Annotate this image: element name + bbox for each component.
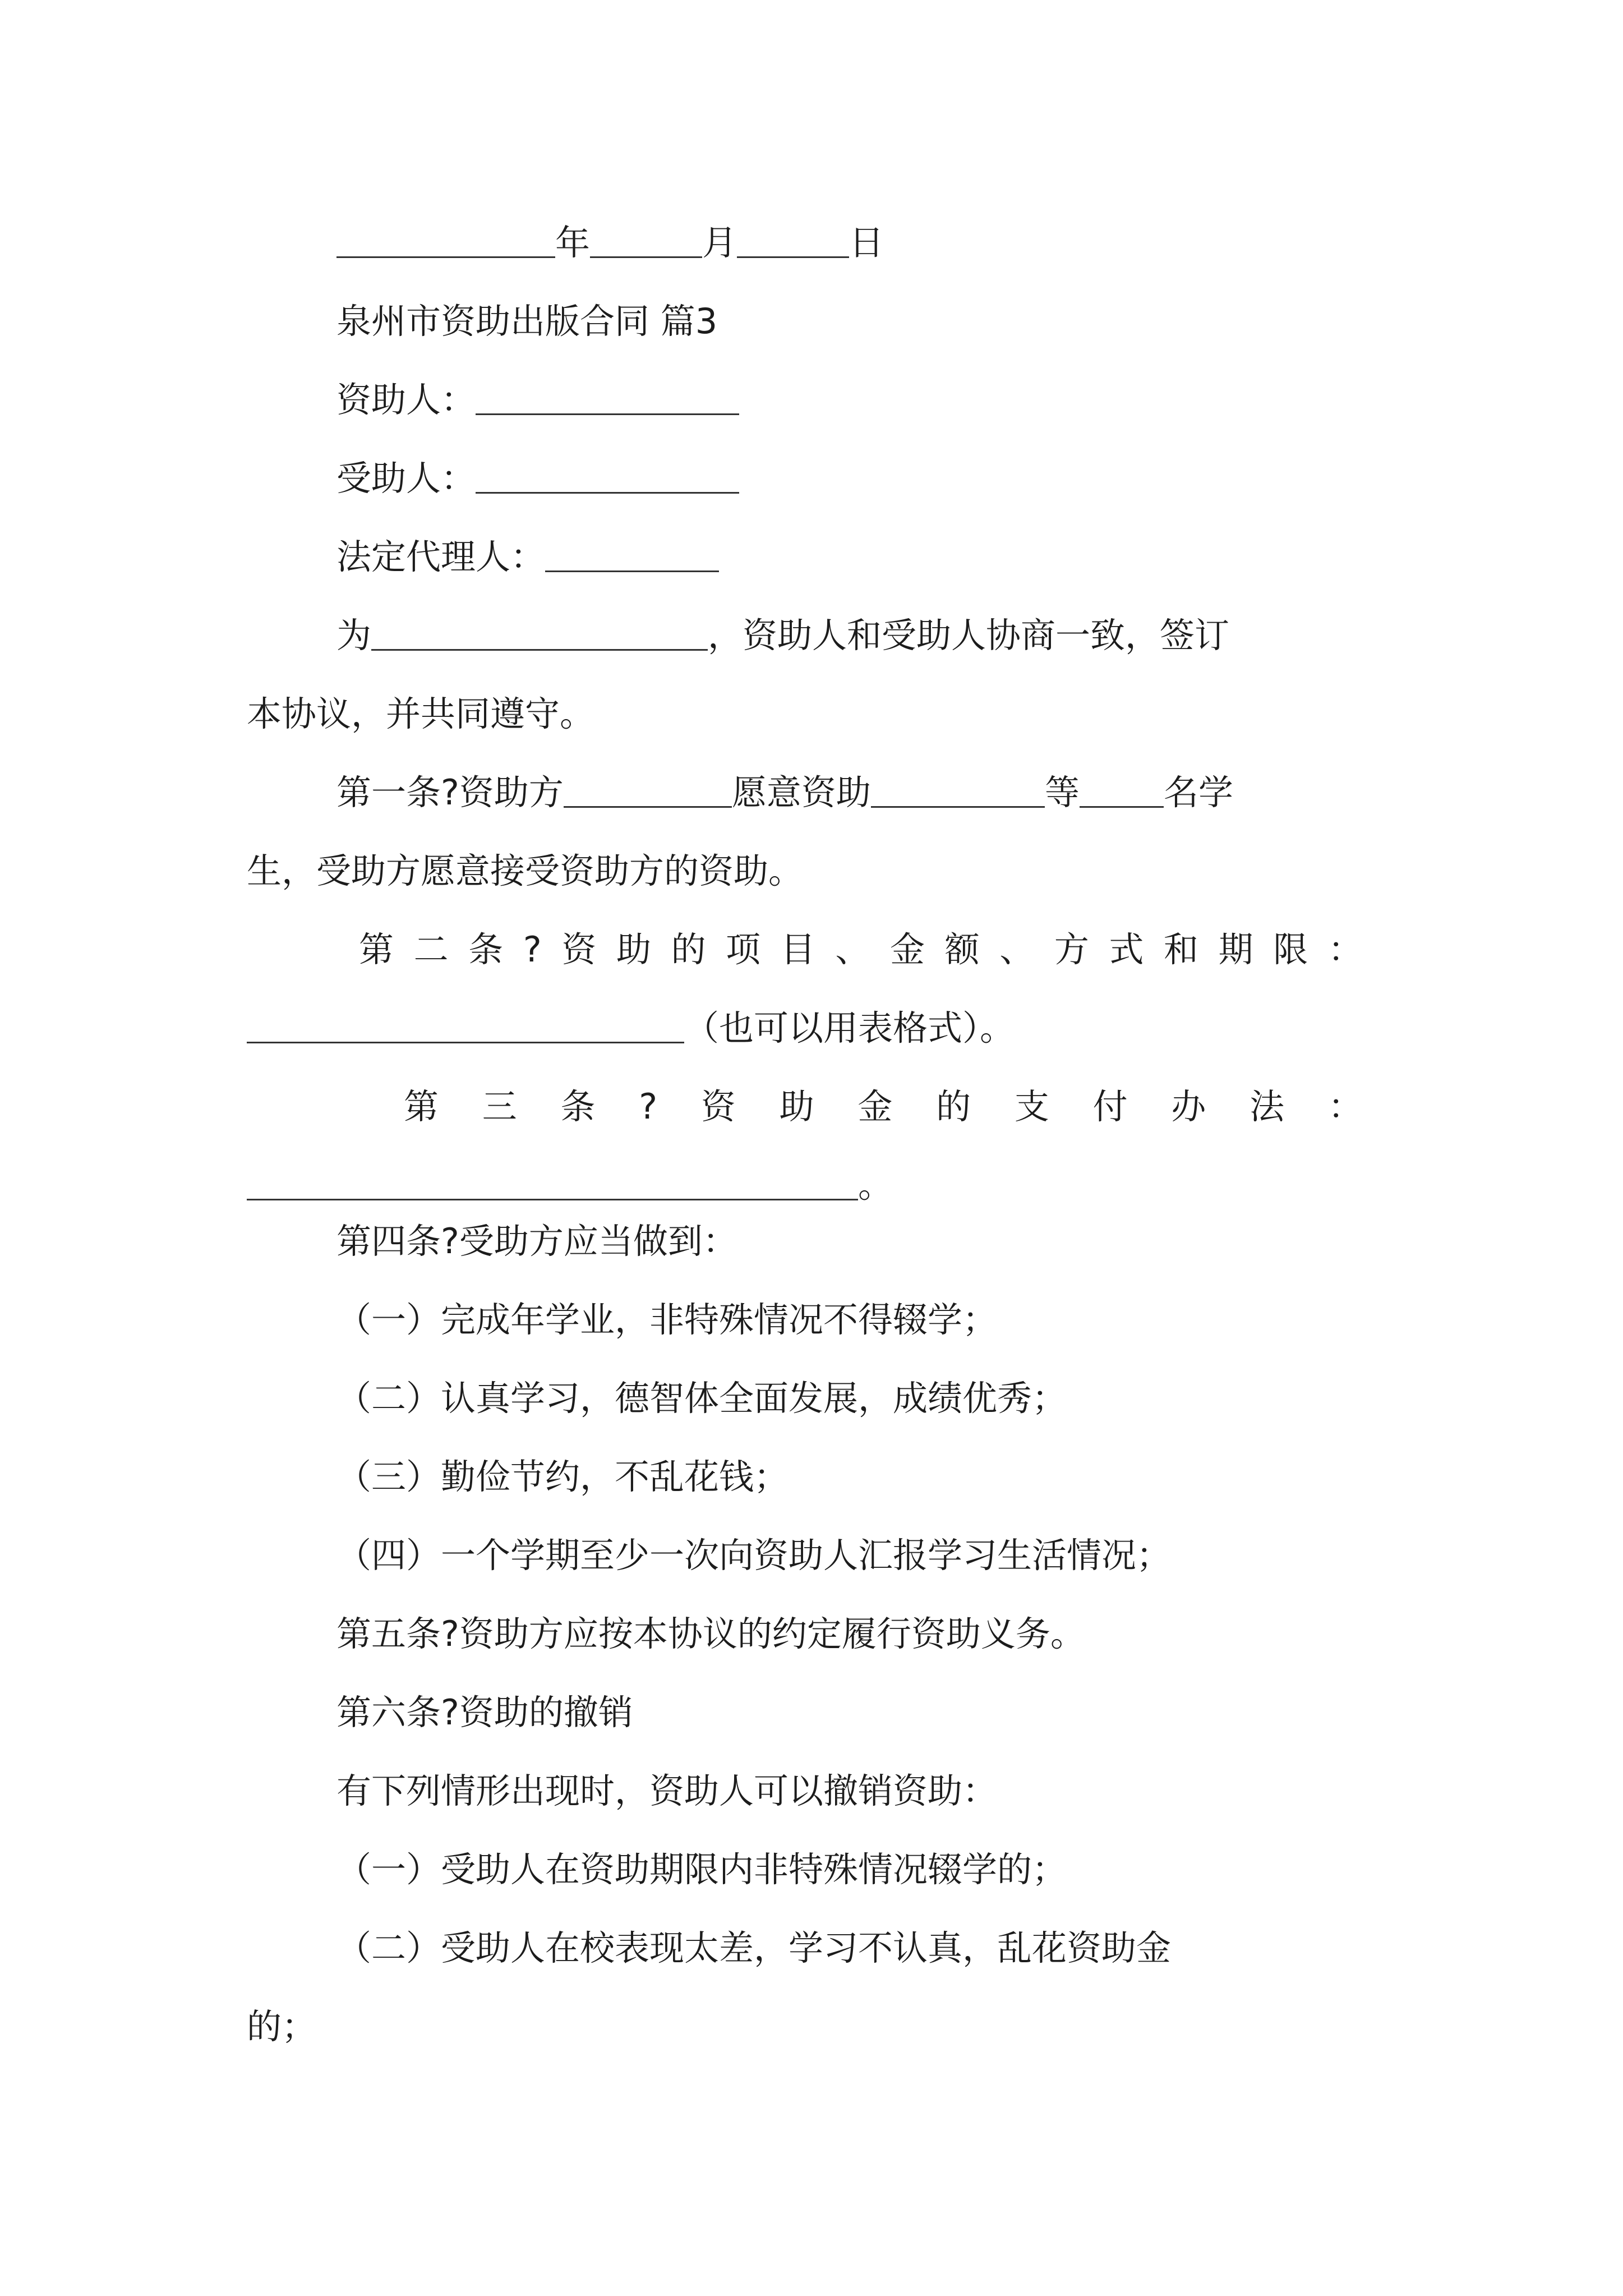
preamble-line [336,610,1402,661]
article-4-item: （一）完成年学业，非特殊情况不得辍学； [336,1299,998,1340]
article-6-item: （一）受助人在资助期限内非特殊情况辍学的； [336,1849,1067,1890]
article-6-cont: 的； [247,2006,317,2047]
article-2-head [359,924,1363,975]
article-6-item: （二）受助人在校表现太差，学习不认真，乱花资助金 [336,1927,1172,1968]
sponsor-label: 资助人： [336,379,476,420]
preamble-end: ，资助人和受助人协商一致，签订 [708,615,1230,656]
art3-char: ? [639,1086,658,1127]
art2-char: ? [523,929,542,970]
sponsor-field [336,375,1402,425]
art2-blank[interactable] [247,1007,684,1043]
agent-label: 法定代理人： [336,536,546,577]
recipient-label: 受助人： [336,458,476,499]
art3-char: 条 [560,1086,596,1127]
art2-char: 限 [1273,929,1308,970]
art1-count-blank[interactable] [1080,771,1164,808]
art2-char: 二 [413,929,449,970]
article-4-title: 第四条?受助方应当做到： [336,1221,737,1262]
agent-field [336,532,1402,582]
article-5: 第五条?资助方应按本协议的约定履行资助义务。 [336,1613,1085,1654]
art2-char: 、 [835,929,870,970]
year-blank[interactable] [336,222,555,258]
art2-char: 助 [616,929,651,970]
art2-char: 、 [999,929,1035,970]
art1-text-d: 名学 [1163,772,1233,813]
art2-char: 金 [890,929,925,970]
recipient-field [336,453,1402,504]
art2-char: 式 [1109,929,1144,970]
art3-char: 第 [404,1086,439,1127]
art3-char: 支 [1014,1086,1049,1127]
art3-char: ： [1327,1086,1363,1127]
art2-char: 目 [780,929,815,970]
purpose-blank[interactable] [371,614,708,651]
recipient-blank[interactable] [476,457,739,494]
art1-text-b: 愿意资助 [731,772,871,813]
art3-tail-text: 。 [858,1165,893,1205]
art2-char: 方 [1054,929,1089,970]
sponsor-blank[interactable] [476,379,739,415]
article-3-tail [247,1160,1391,1211]
article-2-tail [247,1003,1391,1053]
art3-char: 助 [779,1086,814,1127]
art2-char: 额 [944,929,980,970]
day-blank[interactable] [737,222,849,258]
article-6-title: 第六条?资助的撤销 [336,1692,633,1733]
article-1-cont: 生，受助方愿意接受资助方的资助。 [247,850,804,891]
article-1 [336,767,1402,818]
art1-text-c: 等 [1044,772,1080,813]
art3-char: 法 [1249,1086,1285,1127]
article-4-item: （三）勤俭节约，不乱花钱； [336,1456,789,1497]
art1-students-blank[interactable] [871,771,1045,808]
art1-text-a: 第一条?资助方 [336,772,564,813]
art2-char: 资 [561,929,597,970]
art2-tail-text: （也可以用表格式）。 [684,1007,1015,1048]
article-3-head [404,1082,1363,1132]
contract-title: 泉州市资助出版合同 篇3 [336,301,718,342]
art3-char: 三 [482,1086,517,1127]
year-label: 年 [555,222,591,263]
art3-char: 金 [857,1086,893,1127]
art3-char: 的 [936,1086,971,1127]
month-label: 月 [702,222,737,263]
art2-char: 和 [1164,929,1199,970]
art3-blank[interactable] [247,1164,858,1200]
art2-char: 期 [1218,929,1253,970]
date-line [336,218,1402,268]
art2-char: 项 [726,929,761,970]
article-6-intro: 有下列情形出现时，资助人可以撤销资助： [336,1770,998,1811]
art2-char: ： [1327,929,1363,970]
art3-char: 付 [1092,1086,1128,1127]
art2-char: 条 [468,929,504,970]
art3-char: 办 [1171,1086,1206,1127]
preamble-start: 为 [336,615,372,656]
month-blank[interactable] [590,222,702,258]
article-4-item: （二）认真学习，德智体全面发展，成绩优秀； [336,1378,1067,1419]
art2-char: 第 [359,929,394,970]
art1-sponsor-blank[interactable] [564,771,732,808]
art3-char: 资 [700,1086,736,1127]
article-4-item: （四）一个学期至少一次向资助人汇报学习生活情况； [336,1535,1172,1576]
art2-char: 的 [671,929,706,970]
agent-blank[interactable] [545,536,719,572]
day-label: 日 [849,222,884,263]
preamble-cont: 本协议，并共同遵守。 [247,693,595,734]
